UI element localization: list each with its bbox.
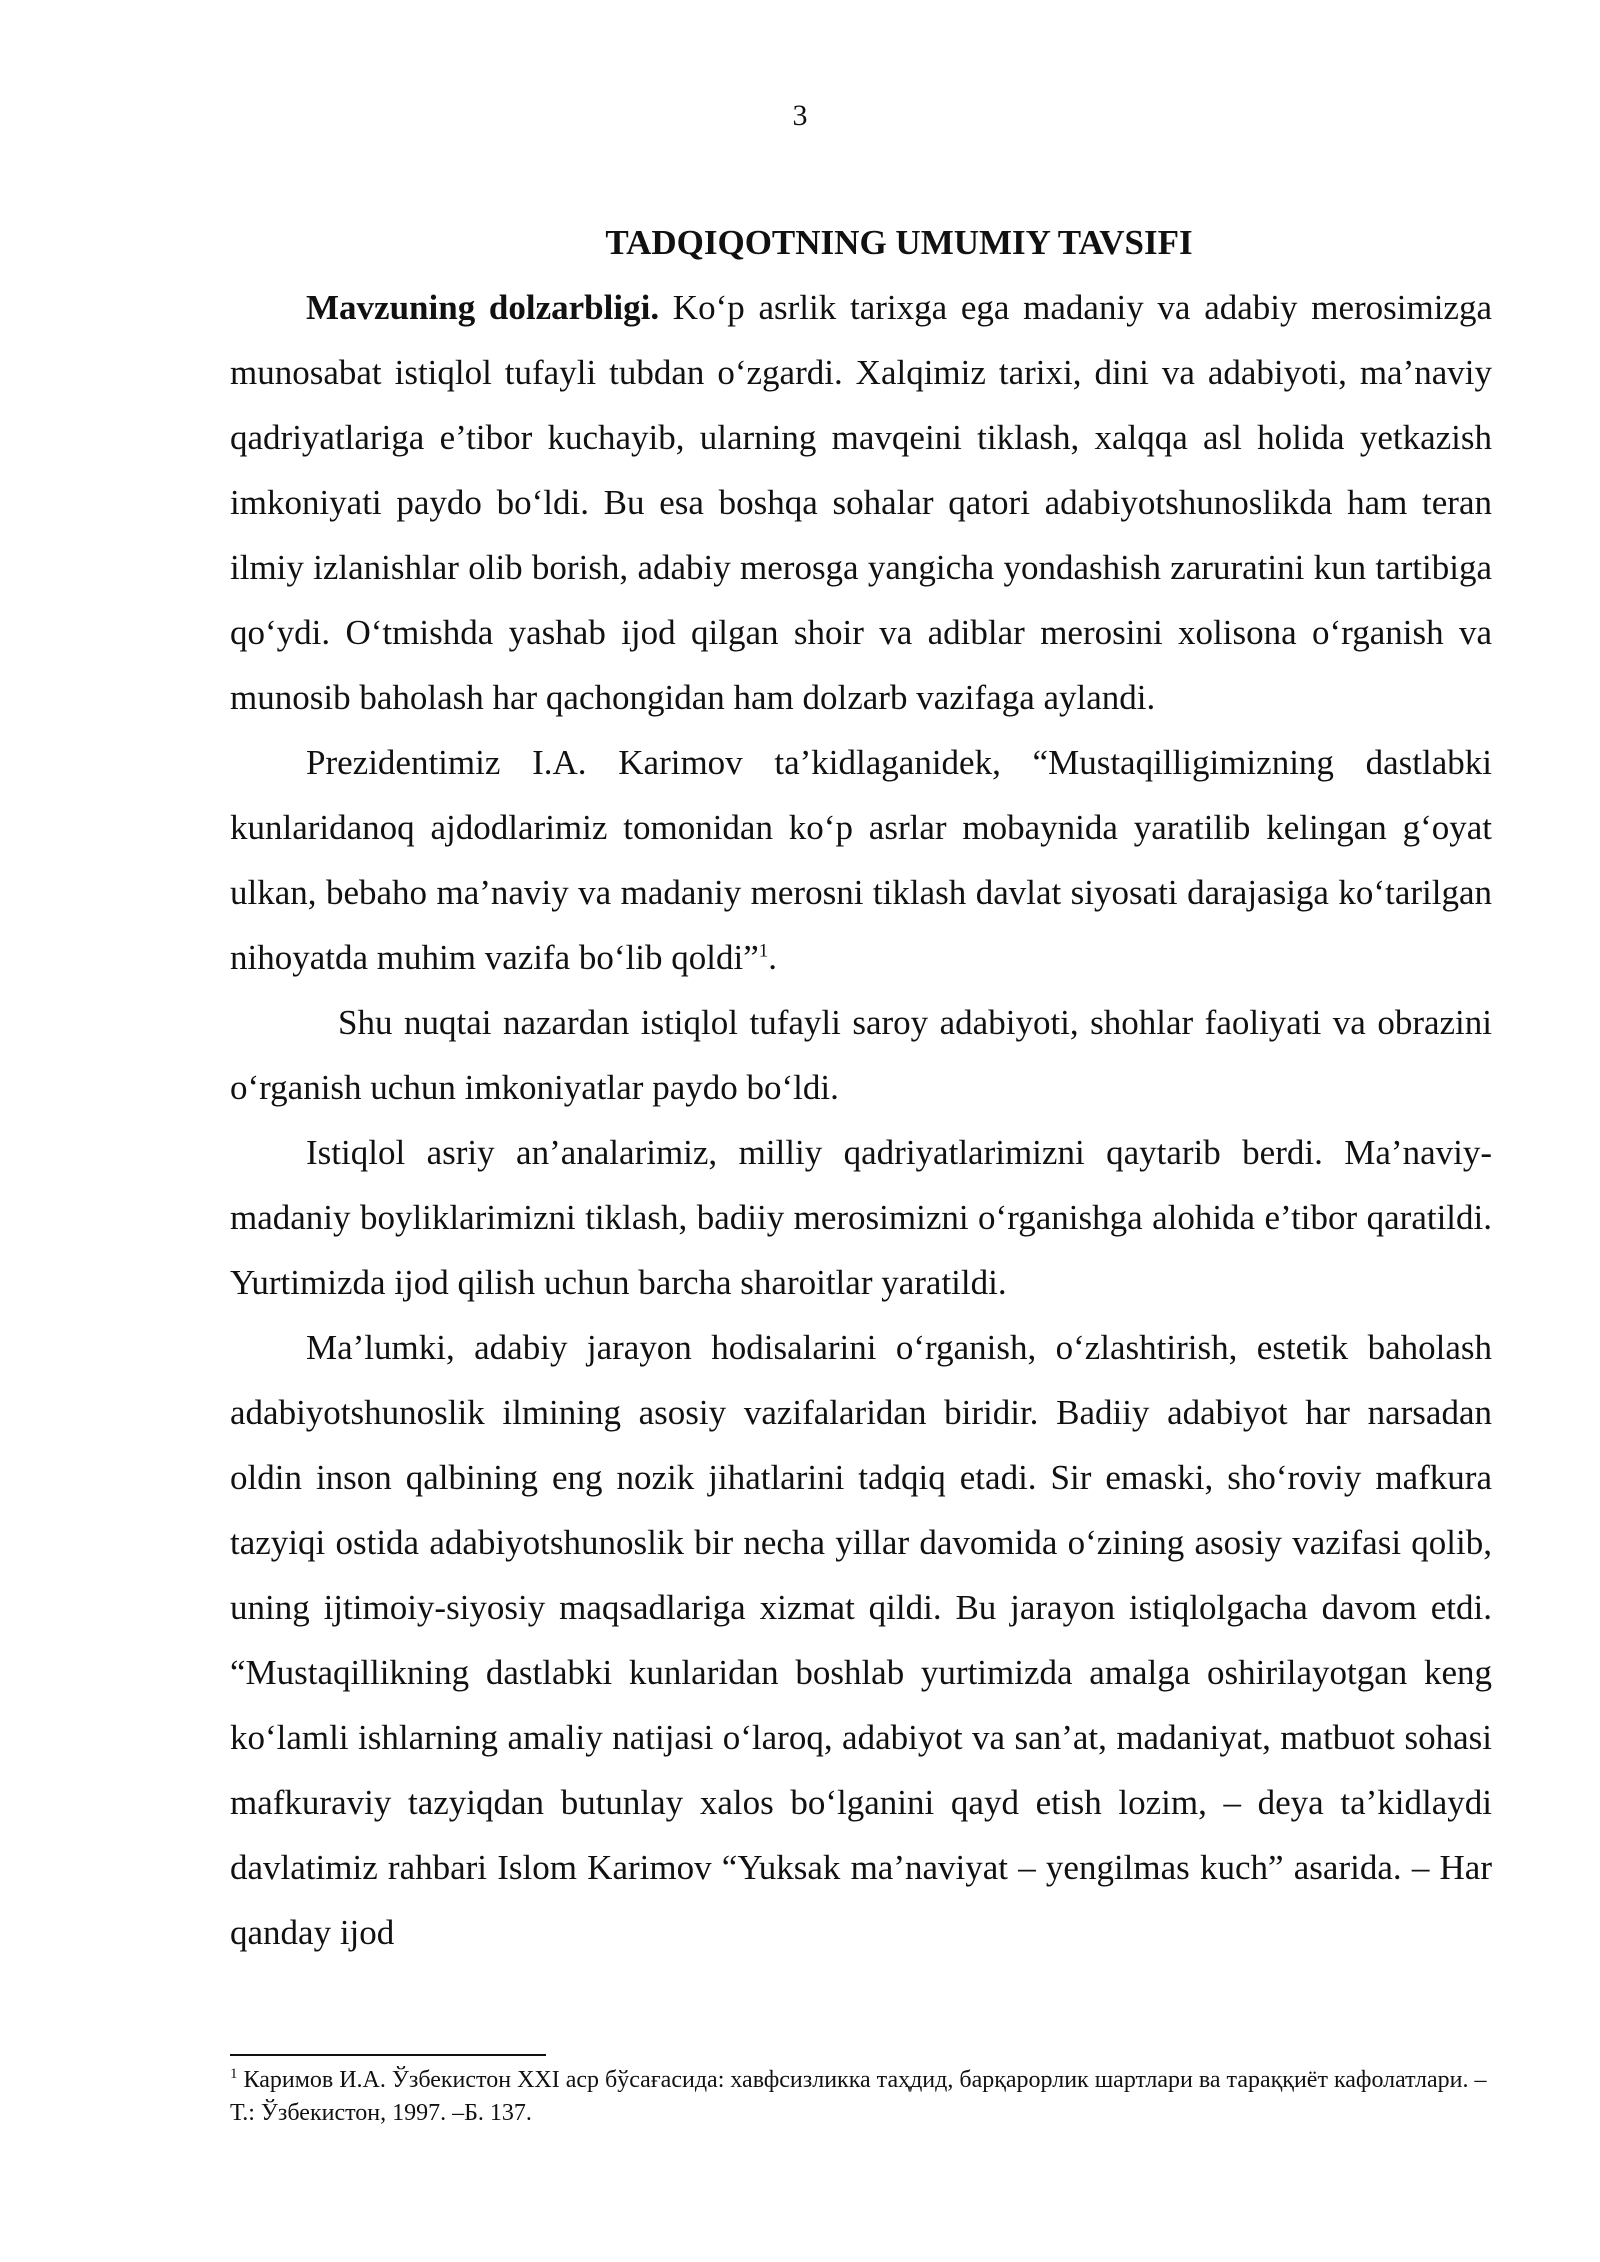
section-title: TADQIQOTNING UMUMIY TAVSIFI bbox=[605, 223, 1193, 262]
footnote-text: Каримов И.А. Ўзбекистон XXI аср бўсағасида: хавфсизликка таҳдид, барқарорлик шартлари ва тараққиёт кафолатлари. –Т.: Ўзбекистон, 1997. –Б. 137. bbox=[230, 2067, 1487, 2126]
document-body bbox=[230, 210, 1492, 1965]
paragraph-court-literature bbox=[230, 990, 1492, 1120]
paragraph-literary-process bbox=[230, 1315, 1492, 1965]
paragraph-independence bbox=[230, 1120, 1492, 1315]
paragraph-text: Istiqlol asriy an’analarimiz, milliy qadriyatlarimizni qaytarib berdi. Ma’naviy-madaniy boyliklarimizni tiklash, badiiy merosimizni o‘rganishga alohida e’tibor qaratildi. Yurtimizda ijod qilish uchun barcha sharoitlar yaratildi. bbox=[230, 1133, 1492, 1302]
paragraph-text: Shu nuqtai nazardan istiqlol tufayli saroy adabiyoti, shohlar faoliyati va obrazini o‘rganish uchun imkoniyatlar paydo bo‘ldi. bbox=[230, 1003, 1492, 1107]
footnote-separator bbox=[230, 2054, 546, 2056]
footnote-reference[interactable]: 1 bbox=[758, 940, 769, 962]
paragraph-text-end: . bbox=[768, 938, 778, 977]
paragraph-president-quote bbox=[230, 730, 1492, 990]
footnote-marker: 1 bbox=[230, 2066, 238, 2082]
paragraph-text: Prezidentimiz I.A. Karimov ta’kidlaganidek, “Mustaqilligimizning dastlabki kunlaridanoq ajdodlarimiz tomonidan ko‘p asrlar mobaynida yaratilib kelingan g‘oyat ulkan, bebaho ma’naviy va madaniy merosni tiklash davlat siyosati darajasiga ko‘tarilgan nihoyatda muhim vazifa bo‘lib qoldi” bbox=[230, 743, 1492, 977]
footnote bbox=[230, 2064, 1492, 2130]
paragraph-lead: Mavzuning dolzarbligi. bbox=[306, 288, 660, 327]
paragraph-relevance bbox=[230, 275, 1492, 730]
paragraph-text: Ma’lumki, adabiy jarayon hodisalarini o‘rganish, o‘zlashtirish, estetik baholash adabiyotshunoslik ilmining asosiy vazifalaridan biridir. Badiiy adabiyot har narsadan oldin inson qalbining eng nozik jihatlarini tadqiq etadi. Sir emaski, sho‘roviy mafkura tazyiqi ostida adabiyotshunoslik bir necha yillar davomida o‘zining asosiy vazifasi qolib, uning ijtimoiy-siyosiy maqsadlariga xizmat qildi. Bu jarayon istiqlolgacha davom etdi. “Mustaqillikning dastlabki kunlaridan boshlab yurtimizda amalga oshirilayotgan keng ko‘lamli ishlarning amaliy natijasi o‘laroq, adabiyot va san’at, madaniyat, matbuot sohasi mafkuraviy tazyiqdan butunlay xalos bo‘lganini qayd etish lozim, – deya ta’kidlaydi davlatimiz rahbari Islom Karimov “Yuksak ma’naviyat – yengilmas kuch” asarida. – Har qanday ijod bbox=[230, 1328, 1492, 1952]
page-number: 3 bbox=[792, 99, 808, 132]
paragraph-text: Ko‘p asrlik tarixga ega madaniy va adabiy merosimizga munosabat istiqlol tufayli tubdan o‘zgardi. Xalqimiz tarixi, dini va adabiyoti, ma’naviy qadriyatlariga e’tibor kuchayib, ularning mavqeini tiklash, xalqqa asl holida yetkazish imkoniyati paydo bo‘ldi. Bu esa boshqa sohalar qatori adabiyotshunoslikda ham teran ilmiy izlanishlar olib borish, adabiy merosga yangicha yondashish zaruratini kun tartibiga qo‘ydi. O‘tmishda yashab ijod qilgan shoir va adiblar merosini xolisona o‘rganish va munosib baholash har qachongidan ham dolzarb vazifaga aylandi. bbox=[230, 288, 1492, 717]
